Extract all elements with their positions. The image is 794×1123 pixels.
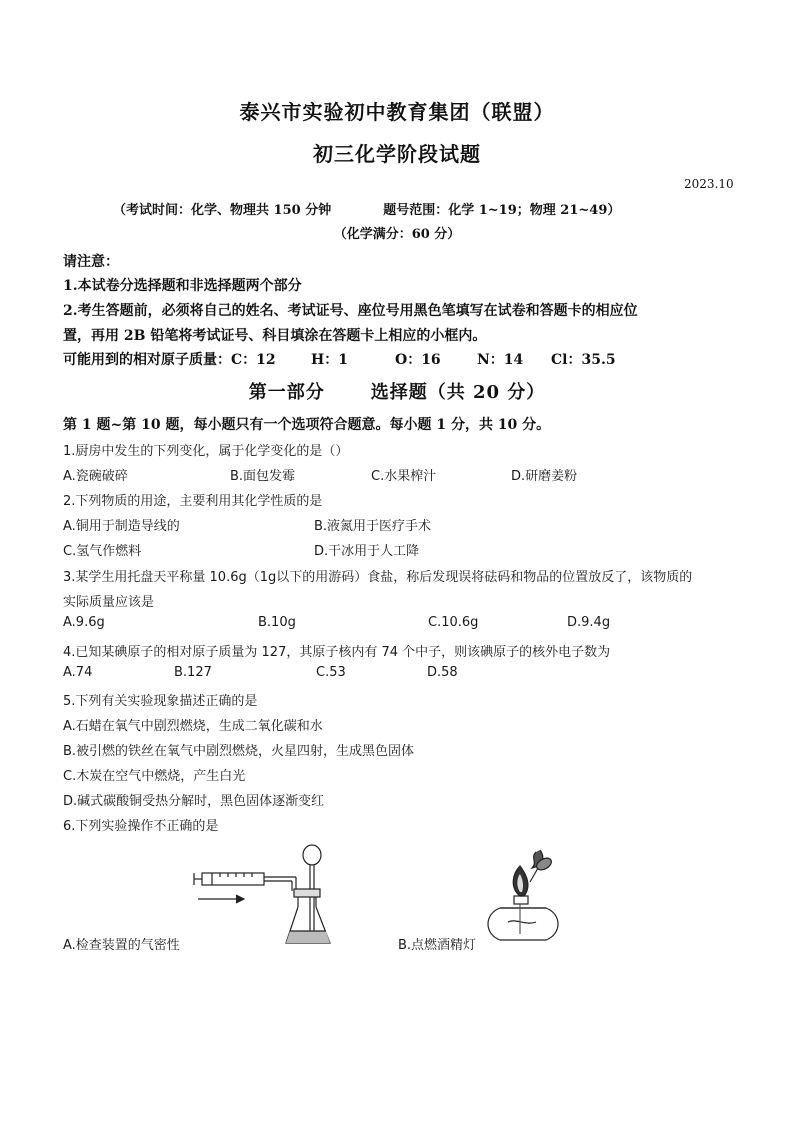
atomic-mass-o: O：16 <box>395 352 441 368</box>
option: B.127 <box>174 665 212 680</box>
alcohol-lamp-figure <box>480 848 572 948</box>
question-stem-continued: 实际质量应该是 <box>63 595 155 610</box>
airtightness-apparatus-figure <box>190 843 340 948</box>
section-name: 选择题（共 20 分） <box>370 382 546 403</box>
atomic-mass-cl: Cl：35.5 <box>551 352 616 368</box>
full-score: （化学满分：60 分） <box>333 227 461 242</box>
option: B.面包发霉 <box>230 469 296 484</box>
option: D.9.4g <box>567 615 611 630</box>
exam-info-line <box>113 199 620 218</box>
option: D.碱式碳酸铜受热分解时，黑色固体逐渐变红 <box>63 794 325 809</box>
atomic-mass-line <box>63 349 616 369</box>
option: B.10g <box>258 615 296 630</box>
option: C.水果榨汁 <box>371 469 437 484</box>
option: A.9.6g <box>63 615 105 630</box>
exam-subtitle: 初三化学阶段试题 <box>313 142 481 166</box>
option: C.53 <box>316 665 346 680</box>
option: D.干冰用于人工降 <box>314 544 420 559</box>
option: A.铜用于制造导线的 <box>63 519 180 534</box>
option: C.木炭在空气中燃烧，产生白光 <box>63 769 246 784</box>
exam-title: 泰兴市实验初中教育集团（联盟） <box>239 100 555 124</box>
option: B.液氮用于医疗手术 <box>314 519 432 534</box>
option: A.检查装置的气密性 <box>63 938 180 953</box>
section-title <box>0 378 794 404</box>
option: D.58 <box>427 665 458 680</box>
option: C.氢气作燃料 <box>63 544 142 559</box>
question-stem: 1.厨房中发生的下列变化，属于化学变化的是（） <box>63 444 349 459</box>
note-item: 1.本试卷分选择题和非选择题两个部分 <box>63 278 302 294</box>
question-stem: 6.下列实验操作不正确的是 <box>63 819 219 834</box>
option: C.10.6g <box>428 615 479 630</box>
question-stem: 3.某学生用托盘天平称量 10.6g（1g以下的用游码）食盐，称后发现误将砝码和物品的位置放反了，该物质的 <box>63 570 693 585</box>
option: A.瓷碗破碎 <box>63 469 128 484</box>
atomic-mass-h: H：1 <box>311 352 348 368</box>
option: B.被引燃的铁丝在氧气中剧烈燃烧，火星四射，生成黑色固体 <box>63 744 415 759</box>
section-part: 第一部分 <box>248 382 325 403</box>
exam-date: 2023.10 <box>684 177 734 191</box>
note-item: 2.考生答题前，必须将自己的姓名、考试证号、座位号用黑色笔填写在试卷和答题卡的相应位 <box>63 303 638 319</box>
atomic-mass-n: N：14 <box>477 352 524 368</box>
atomic-mass-label: 可能用到的相对原子质量： <box>63 352 231 368</box>
option: D.研磨姜粉 <box>511 469 578 484</box>
note-item: 置，再用 2B 铅笔将考试证号、科目填涂在答题卡上相应的小框内。 <box>63 328 487 344</box>
question-stem: 2.下列物质的用途，主要利用其化学性质的是 <box>63 494 323 509</box>
option: B.点燃酒精灯 <box>398 938 477 953</box>
question-stem: 4.已知某碘原子的相对原子质量为 127，其原子核内有 74 个中子，则该碘原子的核外电子数为 <box>63 645 611 660</box>
section-instruction: 第 1 题~第 10 题，每小题只有一个选项符合题意。每小题 1 分，共 10 分。 <box>63 417 551 433</box>
option: A.74 <box>63 665 93 680</box>
option: A.石蜡在氧气中剧烈燃烧，生成二氧化碳和水 <box>63 719 323 734</box>
question-stem: 5.下列有关实验现象描述正确的是 <box>63 694 258 709</box>
question-range: 题号范围：化学 1~19；物理 21~49） <box>383 203 621 218</box>
notes-heading: 请注意： <box>63 254 119 270</box>
atomic-mass-c: C：12 <box>231 352 276 368</box>
exam-time: （考试时间：化学、物理共 150 分钟 <box>113 203 332 218</box>
